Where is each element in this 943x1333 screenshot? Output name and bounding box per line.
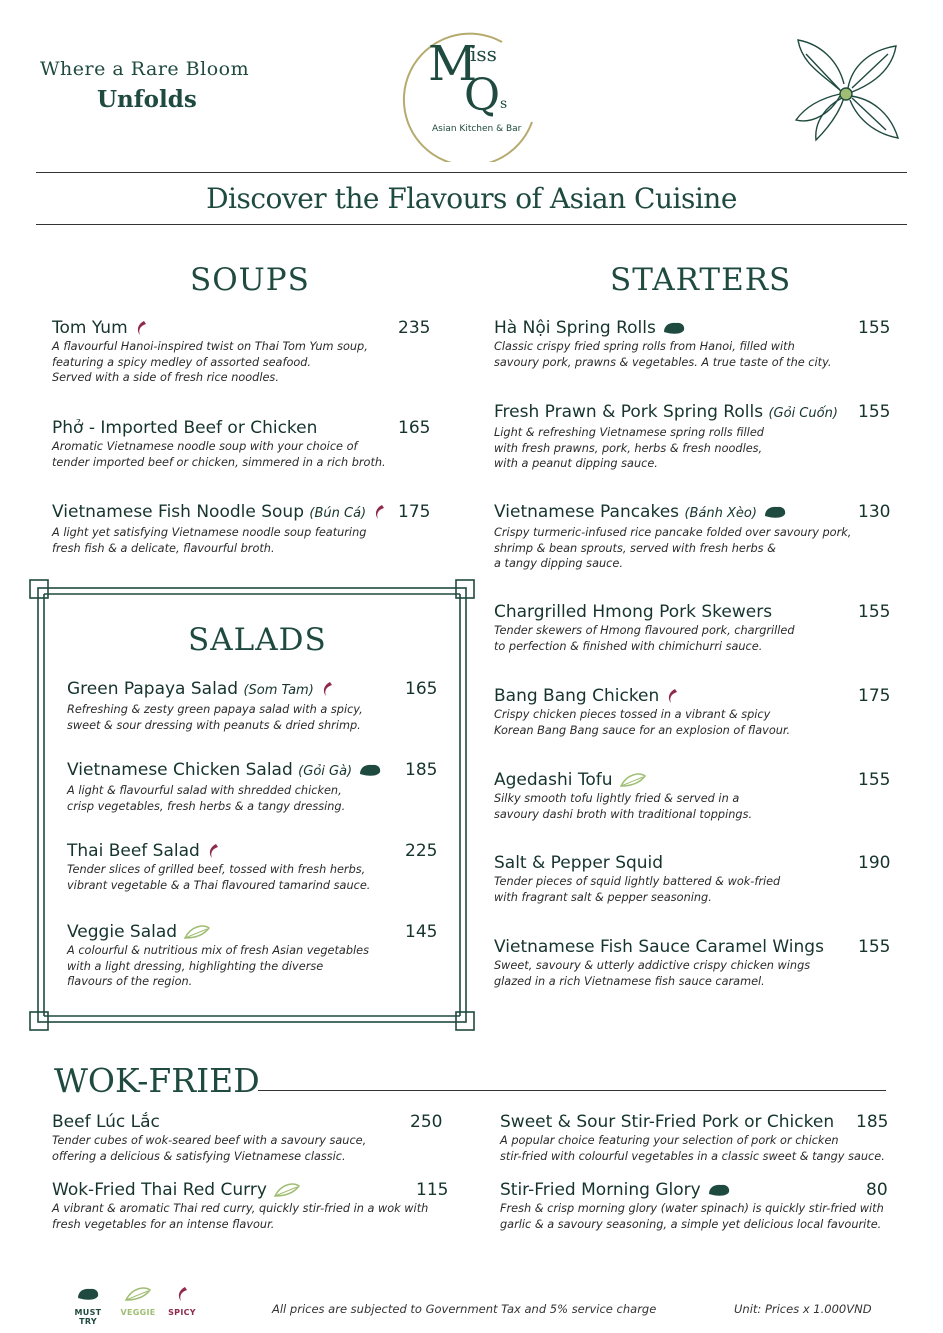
item-price: 145	[405, 922, 438, 942]
item-name-row	[494, 853, 898, 873]
salads-item	[67, 679, 445, 733]
item-name-row	[494, 686, 898, 706]
logo-letter-q: Q	[464, 70, 501, 121]
item-name-row	[52, 318, 438, 338]
item-local-name: (Som Tam)	[243, 683, 314, 698]
item-price: 175	[398, 502, 431, 522]
salads-heading: SALADS	[188, 622, 327, 658]
starters-item	[494, 853, 898, 905]
must-try-icon	[662, 320, 686, 336]
item-price: 175	[858, 686, 891, 706]
item-name: Agedashi Tofu	[494, 770, 613, 790]
starters-item	[494, 318, 898, 370]
item-description: Light & refreshing Vietnamese spring rolls filled with fresh prawns, pork, herbs & fresh noodles, with a peanut dipping sauce.	[494, 426, 764, 470]
magnolia-flower-icon	[792, 34, 904, 150]
wok-item	[500, 1180, 906, 1232]
item-price: 155	[858, 318, 891, 338]
brand-logo	[402, 22, 542, 162]
item-local-name: (Bún Cá)	[309, 506, 367, 521]
salads-item	[67, 922, 445, 990]
item-description: Sweet, savoury & utterly addictive crispy chicken wings glazed in a rich Vietnamese fish sauce caramel.	[494, 959, 811, 988]
item-name: Bang Bang Chicken	[494, 686, 660, 706]
item-price: 165	[405, 679, 438, 699]
item-description: Fresh & crisp morning glory (water spinach) is quickly stir-fried with garlic & a savoury seasoning, a simple yet delicious local favourite.	[500, 1202, 884, 1231]
tagline-line-2: Unfolds	[97, 86, 197, 113]
legend-spicy	[164, 1286, 200, 1317]
starters-item	[494, 602, 898, 654]
soups-item	[52, 318, 438, 386]
tagline-line-1: Where a Rare Bloom	[40, 58, 250, 80]
item-description: A flavourful Hanoi-inspired twist on Thai Tom Yum soup, featuring a spicy medley of assorted seafood. Served with a side of fresh rice noodles.	[52, 340, 368, 384]
item-description: Crispy turmeric-infused rice pancake folded over savoury pork, shrimp & bean sprouts, served with fresh herbs & a tangy dipping sauce.	[494, 526, 852, 570]
item-name: Veggie Salad	[67, 922, 178, 942]
leaf-icon	[619, 772, 647, 788]
item-description: Tender cubes of wok-seared beef with a savoury sauce, offering a delicious & satisfying Vietnamese classic.	[52, 1134, 367, 1163]
item-description: Tender pieces of squid lightly battered & wok-fried with fragrant salt & pepper seasoning.	[494, 875, 781, 904]
item-price: 115	[416, 1180, 449, 1200]
must-try-icon	[358, 762, 382, 778]
item-price: 155	[858, 402, 891, 422]
item-name-row	[52, 1180, 456, 1200]
item-price: 155	[858, 770, 891, 790]
item-name: Vietnamese Chicken Salad	[67, 760, 293, 780]
item-description: Refreshing & zesty green papaya salad with a spicy, sweet & sour dressing with peanuts & dried shrimp.	[67, 703, 363, 732]
item-name: Vietnamese Fish Noodle Soup	[52, 502, 304, 522]
soups-item	[52, 502, 438, 556]
item-name: Phở - Imported Beef or Chicken	[52, 418, 318, 438]
item-name: Sweet & Sour Stir-Fried Pork or Chicken	[500, 1112, 835, 1132]
item-name-row	[67, 679, 445, 701]
item-price: 190	[858, 853, 891, 873]
item-name-row	[500, 1180, 906, 1200]
item-name: Wok-Fried Thai Red Curry	[52, 1180, 267, 1200]
item-description: Silky smooth tofu lightly fried & served in a savoury dashi broth with traditional toppings.	[494, 792, 753, 821]
wok-fried-rule	[258, 1090, 886, 1091]
starters-item	[494, 686, 898, 738]
leaf-icon	[273, 1182, 301, 1198]
salads-item	[67, 841, 445, 893]
item-description: A colourful & nutritious mix of fresh Asian vegetables with a light dressing, highlighting the diverse flavours of the region.	[67, 944, 369, 988]
starters-item	[494, 770, 898, 822]
item-name-row	[67, 760, 445, 782]
banner-title: Discover the Flavours of Asian Cuisine	[206, 182, 737, 215]
item-name-row	[494, 402, 898, 424]
item-local-name: (Bánh Xèo)	[684, 506, 757, 521]
item-description: Crispy chicken pieces tossed in a vibrant & spicy Korean Bang Bang sauce for an explosion of flavour.	[494, 708, 791, 737]
item-price: 165	[398, 418, 431, 438]
item-price: 155	[858, 602, 891, 622]
item-name-row	[494, 318, 898, 338]
item-name: Tom Yum	[52, 318, 128, 338]
wok-fried-heading: WOK-FRIED	[54, 1061, 260, 1100]
item-description: Tender skewers of Hmong flavoured pork, chargrilled to perfection & finished with chimichurri sauce.	[494, 624, 795, 653]
soups-heading: SOUPS	[190, 262, 310, 298]
item-name-row	[494, 937, 898, 957]
must-try-icon	[707, 1182, 731, 1198]
wok-item	[500, 1112, 896, 1164]
chili-icon	[134, 320, 148, 336]
item-name-row	[52, 418, 438, 438]
item-name: Stir-Fried Morning Glory	[500, 1180, 701, 1200]
item-description: A light yet satisfying Vietnamese noodle soup featuring fresh fish & a delicate, flavourful broth.	[52, 526, 367, 555]
chili-icon	[206, 843, 220, 859]
item-price: 155	[858, 937, 891, 957]
item-name: Fresh Prawn & Pork Spring Rolls	[494, 402, 764, 422]
soups-item	[52, 418, 438, 470]
starters-item	[494, 502, 898, 572]
leaf-icon	[183, 924, 211, 940]
header-divider-bottom	[36, 224, 907, 225]
legend-must-try-label: MUST TRY	[74, 1308, 102, 1326]
item-local-name: (Gỏi Gà)	[298, 764, 353, 779]
logo-letter-s: s	[500, 96, 508, 112]
tax-note: All prices are subjected to Government Tax and 5% service charge	[272, 1302, 657, 1316]
wok-item	[52, 1180, 456, 1232]
salads-item	[67, 760, 445, 814]
item-name: Salt & Pepper Squid	[494, 853, 664, 873]
item-name-row	[494, 602, 898, 622]
starters-heading: STARTERS	[610, 262, 792, 298]
chili-icon	[175, 1286, 189, 1302]
item-name: Green Papaya Salad	[67, 679, 239, 699]
item-price: 225	[405, 841, 438, 861]
item-price: 185	[405, 760, 438, 780]
item-description: Classic crispy fried spring rolls from Hanoi, filled with savoury pork, prawns & vegetables. A true taste of the city.	[494, 340, 832, 369]
item-name: Thai Beef Salad	[67, 841, 200, 861]
item-price: 80	[866, 1180, 888, 1200]
item-description: A light & flavourful salad with shredded chicken, crisp vegetables, fresh herbs & a tangy dressing.	[67, 784, 346, 813]
chili-icon	[665, 688, 679, 704]
header-divider-top	[36, 172, 907, 173]
item-name-row	[52, 1112, 450, 1132]
chili-icon	[320, 681, 334, 697]
item-price: 185	[856, 1112, 889, 1132]
must-try-icon	[76, 1286, 100, 1302]
item-name-row	[67, 841, 445, 861]
item-price: 130	[858, 502, 891, 522]
item-name: Vietnamese Pancakes	[494, 502, 680, 522]
item-name-row	[494, 770, 898, 790]
legend-spicy-label: SPICY	[168, 1308, 196, 1317]
legend-must-try	[66, 1286, 110, 1326]
starters-item	[494, 402, 898, 472]
item-name-row	[500, 1112, 896, 1132]
leaf-icon	[124, 1286, 152, 1302]
legend-veggie-label: VEGGIE	[120, 1308, 156, 1317]
item-description: Tender slices of grilled beef, tossed with fresh herbs, vibrant vegetable & a Thai flavoured tamarind sauce.	[67, 863, 371, 892]
legend-veggie	[116, 1286, 160, 1317]
must-try-icon	[763, 504, 787, 520]
starters-item	[494, 937, 898, 989]
item-name-row	[52, 502, 438, 524]
item-name: Vietnamese Fish Sauce Caramel Wings	[494, 937, 824, 957]
chili-icon	[372, 504, 386, 520]
logo-letter-m: M	[428, 36, 478, 92]
logo-letters-iss: iss	[470, 42, 497, 66]
item-name: Hà Nội Spring Rolls	[494, 318, 656, 338]
unit-note: Unit: Prices x 1.000VND	[734, 1302, 872, 1316]
item-description: A vibrant & aromatic Thai red curry, quickly stir-fried in a wok with fresh vegetables for an intense flavour.	[52, 1202, 429, 1231]
item-price: 235	[398, 318, 431, 338]
item-local-name: (Gỏi Cuốn)	[768, 406, 838, 421]
item-name: Chargrilled Hmong Pork Skewers	[494, 602, 773, 622]
logo-subtitle: Asian Kitchen & Bar	[432, 124, 522, 134]
item-description: Aromatic Vietnamese noodle soup with your choice of tender imported beef or chicken, simmered in a rich broth.	[52, 440, 386, 469]
item-name-row	[494, 502, 898, 524]
item-price: 250	[410, 1112, 443, 1132]
wok-item	[52, 1112, 450, 1164]
item-name: Beef Lúc Lắc	[52, 1112, 160, 1132]
item-name-row	[67, 922, 445, 942]
item-description: A popular choice featuring your selection of pork or chicken stir-fried with colourful vegetables in a classic sweet & tangy sauce.	[500, 1134, 885, 1163]
